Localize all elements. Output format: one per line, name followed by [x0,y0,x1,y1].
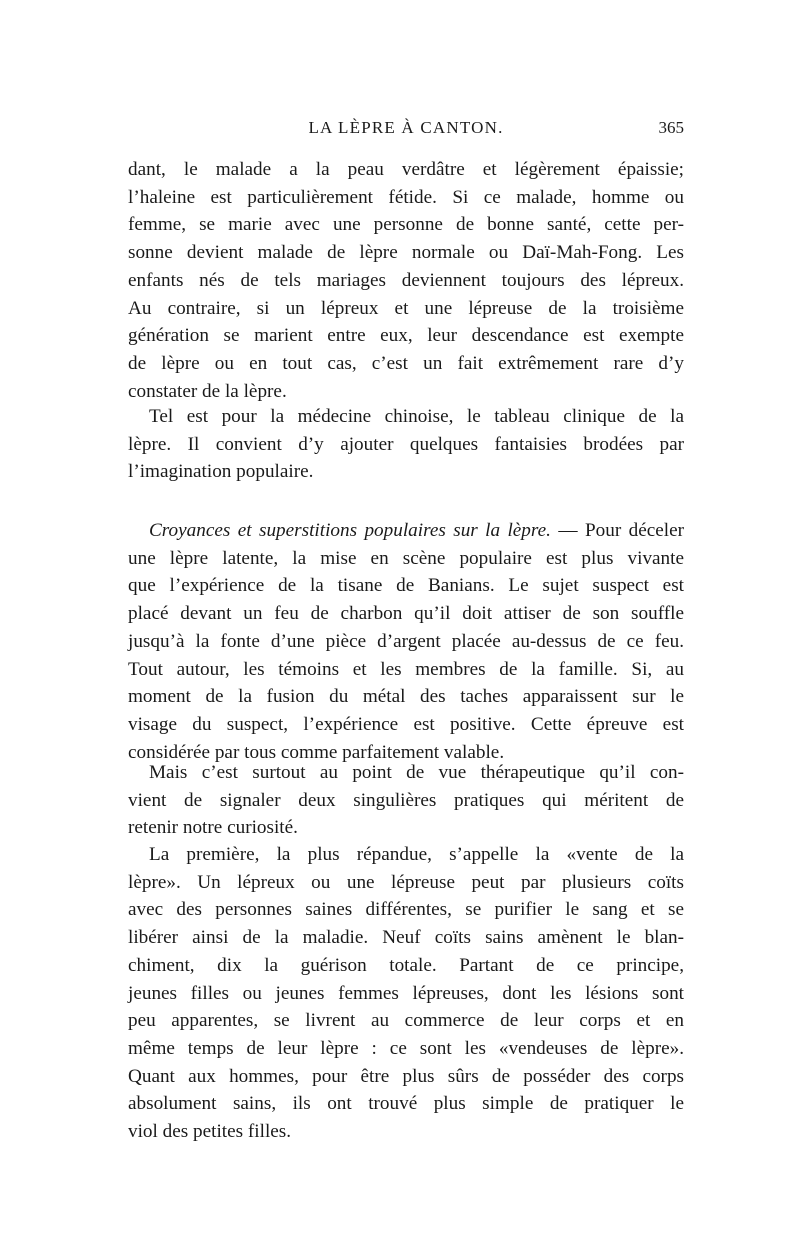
text-line: jeunes filles ou jeunes femmes lépreuses, dont les lésions sont [128,982,684,1004]
text-line [128,517,684,545]
section-lead-text: — Pour déceler [550,520,684,541]
text-line: femme, se marie avec une personne de bonne santé, cette per- [128,214,684,236]
text-line: La première, la plus répandue, s’appelle la «vente de la [149,844,684,865]
text-line: lèpre». Un lépreux ou une lépreuse peut par plusieurs coïts [128,871,684,893]
text-line: vient de signaler deux singulières pratiques qui méritent de [128,789,684,811]
section-title: Croyances et superstitions populaires sur la lèpre. [149,520,551,541]
text-line: même temps de leur lèpre : ce sont les «vendeuses de lèpre». [128,1037,684,1059]
text-line: Quant aux hommes, pour être plus sûrs de posséder des corps [128,1065,684,1087]
paragraph [128,841,684,1146]
text-line: chiment, dix la guérison totale. Partant de ce principe, [128,954,684,976]
text-line: visage du suspect, l’expérience est positive. Cette épreuve est [128,713,684,735]
text-line: libérer ainsi de la maladie. Neuf coïts sains amènent le blan- [128,927,684,949]
text-line: jusqu’à la fonte d’une pièce d’argent placée au-dessus de ce feu. [128,630,684,652]
text-line: retenir notre curiosité. [128,817,298,839]
text-line: viol des petites filles. [128,1121,292,1143]
paragraph [128,403,684,486]
running-title: LA LÈPRE À CANTON. [308,118,504,137]
page-number: 365 [658,118,684,137]
text-line: génération se marient entre eux, leur descendance est exempte [128,325,684,347]
text-line: sonne devient malade de lèpre normale ou Daï-Mah-Fong. Les [128,242,684,264]
text-line: l’imagination populaire. [128,461,314,483]
section-paragraph [128,517,684,766]
text-line: une lèpre latente, la mise en scène populaire est plus vivante [128,547,684,569]
text-line: placé devant un feu de charbon qu’il doit attiser de son souffle [128,603,684,625]
text-line: que l’expérience de la tisane de Banians. Le sujet suspect est [128,575,684,597]
text-line: lèpre. Il convient d’y ajouter quelques fantaisies brodées par [128,433,684,455]
text-line: de lèpre ou en tout cas, c’est un fait extrêmement rare d’y [128,352,684,374]
text-line: l’haleine est particulièrement fétide. Si ce malade, homme ou [128,186,684,208]
text-line: peu apparentes, se livrent au commerce de leur corps et en [128,1010,684,1032]
text-line: moment de la fusion du métal des taches apparaissent sur le [128,686,684,708]
text-line: enfants nés de tels mariages deviennent toujours des lépreux. [128,269,684,291]
text-line: dant, le malade a la peau verdâtre et légèrement épaissie; [128,159,684,180]
text-line: Tout autour, les témoins et les membres de la famille. Si, au [128,658,684,680]
paragraph [128,759,684,842]
text-line: constater de la lèpre. [128,380,287,402]
text-line: Au contraire, si un lépreux et une lépreuse de la troisième [128,297,684,319]
text-line: Tel est pour la médecine chinoise, le tableau clinique de la [149,406,684,427]
text-line: Mais c’est surtout au point de vue thérapeutique qu’il con- [149,762,684,783]
text-line: avec des personnes saines différentes, se purifier le sang et se [128,899,684,921]
paragraph-continuation [128,156,684,405]
page-header [128,118,684,148]
text-line: absolument sains, ils ont trouvé plus simple de pratiquer le [128,1093,684,1115]
text-line: considérée par tous comme parfaitement valable. [128,741,505,763]
